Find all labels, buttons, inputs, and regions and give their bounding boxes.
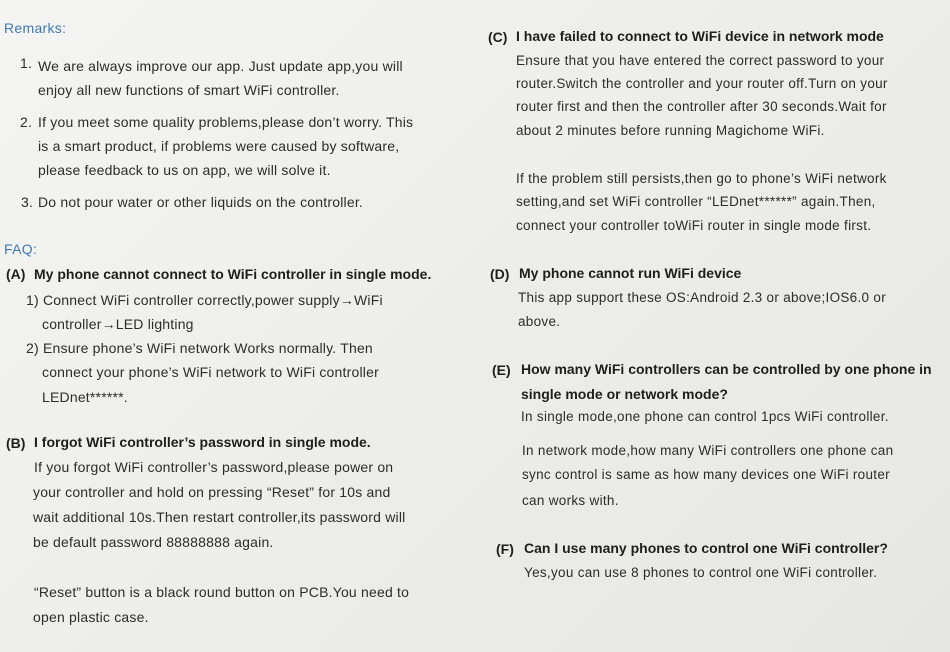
faq-f-label: (F): [496, 541, 514, 557]
remark-line: If you meet some quality problems,please don’t worry. This: [38, 114, 414, 130]
faq-d-answer-line: above.: [518, 314, 561, 329]
faq-b-question: I forgot WiFi controller’s password in single mode.: [34, 434, 371, 450]
faq-a-step-line: LEDnet******.: [42, 389, 128, 405]
faq-b-answer-line: wait additional 10s.Then restart controller,its password will: [33, 509, 406, 525]
faq-a-step-line: Ensure phone’s WiFi network Works normally. Then: [43, 340, 373, 356]
faq-c-answer-line: router first and then the controller after 30 seconds.Wait for: [516, 99, 887, 114]
faq-e-label: (E): [492, 362, 511, 378]
faq-e-answer-line: In network mode,how many WiFi controllers one phone can: [522, 443, 894, 458]
faq-c-answer-line: Ensure that you have entered the correct password to your: [516, 53, 885, 68]
faq-a-step-line: Connect WiFi controller correctly,power supply→WiFi: [43, 292, 383, 308]
faq-d-question: My phone cannot run WiFi device: [519, 265, 742, 281]
faq-c-answer-line: about 2 minutes before running Magichome WiFi.: [516, 123, 825, 138]
remark-line: is a smart product, if problems were caused by software,: [38, 138, 400, 154]
faq-title: FAQ:: [4, 241, 38, 257]
faq-c-answer-line: connect your controller toWiFi router in single mode first.: [516, 218, 872, 233]
faq-e-answer-line: sync control is same as how many devices one WiFi router: [522, 467, 890, 482]
faq-b-answer-line: If you forgot WiFi controller’s password,please power on: [34, 459, 394, 475]
faq-b-note-line: “Reset” button is a black round button on PCB.You need to: [34, 584, 410, 600]
faq-d-label: (D): [490, 266, 510, 282]
remark-number: 2.: [20, 114, 33, 130]
faq-a-step-line: connect your phone’s WiFi network to WiFi controller: [42, 364, 379, 380]
remark-line: We are always improve our app. Just update app,you will: [38, 58, 403, 74]
remark-line: Do not pour water or other liquids on the controller.: [38, 194, 363, 210]
faq-e-question-line: single mode or network mode?: [521, 386, 728, 402]
faq-c-question: I have failed to connect to WiFi device in network mode: [516, 28, 884, 44]
remark-line: enjoy all new functions of smart WiFi controller.: [38, 82, 340, 98]
faq-c-answer-line: setting,and set WiFi controller “LEDnet******” again.Then,: [516, 194, 876, 209]
faq-c-answer-line: router.Switch the controller and your router off.Turn on your: [516, 76, 888, 91]
faq-e-answer-line: can works with.: [522, 493, 619, 508]
faq-a-step-line: controller→LED lighting: [42, 316, 194, 332]
faq-c-answer-line: If the problem still persists,then go to phone’s WiFi network: [516, 171, 887, 186]
faq-f-question: Can I use many phones to control one WiFi controller?: [524, 540, 888, 556]
faq-a-question: My phone cannot connect to WiFi controller in single mode.: [34, 266, 432, 282]
remark-line: please feedback to us on app, we will solve it.: [38, 162, 331, 178]
remarks-title: Remarks:: [4, 20, 67, 36]
faq-b-note-line: open plastic case.: [33, 609, 149, 625]
faq-a-step-number: 1): [26, 292, 39, 308]
faq-a-step-number: 2): [26, 340, 39, 356]
remark-number: 3.: [21, 194, 34, 210]
faq-b-answer-line: your controller and hold on pressing “Reset” for 10s and: [33, 484, 391, 500]
faq-a-label: (A): [6, 266, 26, 282]
faq-f-answer-line: Yes,you can use 8 phones to control one WiFi controller.: [524, 565, 878, 580]
faq-d-answer-line: This app support these OS:Android 2.3 or above;IOS6.0 or: [518, 290, 887, 305]
faq-b-label: (B): [6, 435, 26, 451]
faq-e-question-line: How many WiFi controllers can be controlled by one phone in: [521, 361, 932, 377]
faq-c-label: (C): [488, 29, 508, 45]
faq-e-answer-line: In single mode,one phone can control 1pcs WiFi controller.: [521, 409, 889, 424]
remark-number: 1.: [20, 55, 33, 71]
faq-b-answer-line: be default password 88888888 again.: [33, 534, 274, 550]
